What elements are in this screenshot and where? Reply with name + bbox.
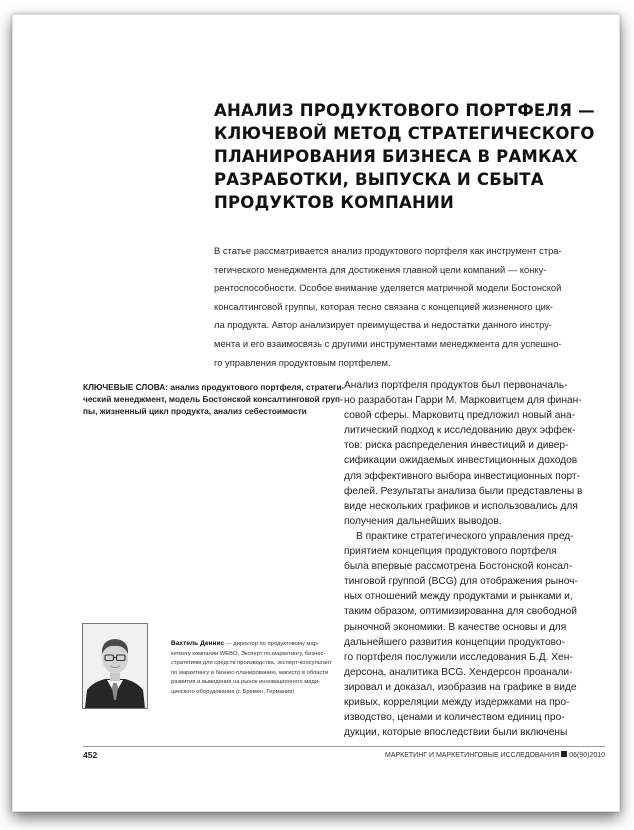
abstract-line: консалтинговой группы, которая тесно связана с концепцией жизненного цик- — [214, 300, 554, 312]
article-title — [214, 99, 595, 214]
body-line: получения дальнейших выводов. — [344, 515, 502, 527]
author-bio-line: развития и выведения на рынок инновационного меди- — [171, 679, 320, 686]
body-line: таким образом, оптимизированна для свободной — [344, 606, 577, 618]
abstract-line: ла продукта. Автор анализирует преимущества и недостатки данного инстру- — [214, 319, 553, 331]
journal-name: МАРКЕТИНГ И МАРКЕТИНГОВЫЕ ИССЛЕДОВАНИЯ — [384, 752, 560, 759]
article-body — [344, 378, 604, 740]
body-line: тинговой группой (BCG) для отображения рыноч- — [344, 576, 578, 588]
body-line: совой сферы. Марковитц предложил новый ана- — [344, 410, 576, 422]
author-bio-line: стратегиям для средств производства, эксперт-консультант — [171, 660, 332, 667]
body-line: сификации ожидаемых инвестиционных доходов — [344, 455, 578, 467]
abstract-line: го управления продуктовым портфелем. — [214, 356, 391, 368]
title-line: АНАЛИЗ ПРОДУКТОВОГО ПОРТФЕЛЯ — — [214, 101, 595, 120]
title-line: КЛЮЧЕВОЙ МЕТОД СТРАТЕГИЧЕСКОГО — [214, 124, 595, 143]
body-line: но разработан Гарри М. Марковитцем для финан- — [344, 395, 582, 407]
body-line: виде нескольких графиков и использовались для — [344, 500, 578, 512]
square-bullet-icon — [561, 751, 567, 757]
title-line: ПЛАНИРОВАНИЯ БИЗНЕСА В РАМКАХ — [214, 147, 578, 166]
title-line: РАЗРАБОТКИ, ВЫПУСКА И СБЫТА — [214, 170, 544, 189]
page-number: 452 — [83, 750, 98, 760]
keywords-block — [83, 381, 345, 417]
body-line: Анализ портфеля продуктов был первоначаль- — [344, 380, 568, 391]
body-line: изводство, ценами и количеством единиц про- — [344, 712, 565, 724]
footer-divider — [83, 746, 605, 747]
title-line: ПРОДУКТОВ КОМПАНИИ — [214, 193, 454, 212]
body-line: приятием концепция продуктового портфеля — [344, 546, 557, 558]
body-line: дальнейшего развития концепции продуктово- — [344, 636, 565, 648]
author-bio-line: кетингу компании WEBO. Эксперт по маркетингу, бизнес- — [171, 650, 326, 657]
body-line: ных отношений между продуктами и рынками и, — [344, 591, 573, 603]
author-portrait-image — [83, 624, 147, 708]
body-line: дукции, которые впоследствии были включены — [344, 727, 568, 739]
abstract-line: В статье рассматривается анализ продуктового портфеля как инструмент стра- — [214, 245, 562, 256]
body-line: была впервые рассмотрена Бостонской консал- — [344, 561, 573, 573]
author-name: Вахтель Деннис — [171, 640, 225, 647]
journal-issue: 06(90)2010 — [569, 752, 605, 759]
body-line: дерсона, аналитика BCG. Хендерсон проанали- — [344, 666, 573, 678]
body-line: го портфеля послужили исследования Б.Д. Хен- — [344, 651, 573, 663]
keywords-line: КЛЮЧЕВЫЕ СЛОВА: анализ продуктового портфеля, стратеги- — [83, 382, 345, 392]
document-page — [12, 14, 620, 812]
author-bio-line: по маркетингу и бизнес-планированию, магистр в области — [171, 669, 329, 676]
body-line: тов: риска распределения инвестиций и дивер- — [344, 440, 569, 452]
body-line: В практике стратегического управления пред- — [356, 530, 574, 542]
keywords-line: ческий менеджмент, модель Бостонской консалтинговой груп- — [83, 394, 343, 404]
abstract-line: тегического менеджмента для достижения главной цели компаний — конку- — [214, 263, 547, 275]
body-line: литический подход к исследованию двух эффек- — [344, 425, 576, 437]
body-line: кривых, корреляции между издержками на про- — [344, 696, 570, 708]
article-abstract — [214, 242, 594, 372]
abstract-line: мента и его взаимосвязь с другими инструментами менеджмента для успешно- — [214, 337, 562, 349]
abstract-line: рентоспособности. Особое внимание уделяется матричной модели Бостонской — [214, 282, 562, 294]
keywords-line: пы, жизненный цикл продукта, анализ себестоимости — [83, 406, 307, 416]
author-bio — [171, 639, 331, 698]
author-photo — [82, 623, 148, 709]
body-line: фелей. Результаты анализа были представлены в — [344, 485, 583, 497]
body-line: для эффективного выбора инвестиционных порт- — [344, 470, 580, 482]
author-bio-line: цинского оборудования (г. Бремен, Германия) — [171, 688, 295, 695]
body-line: зировал и доказал, изобразив на графике в виде — [344, 681, 577, 693]
author-bio-text: — директор по продуктовому мар- — [224, 641, 319, 647]
body-line: рыночной экономики. В качестве основы и для — [344, 621, 567, 633]
journal-footer — [385, 751, 605, 759]
author-bio-line — [171, 639, 331, 650]
